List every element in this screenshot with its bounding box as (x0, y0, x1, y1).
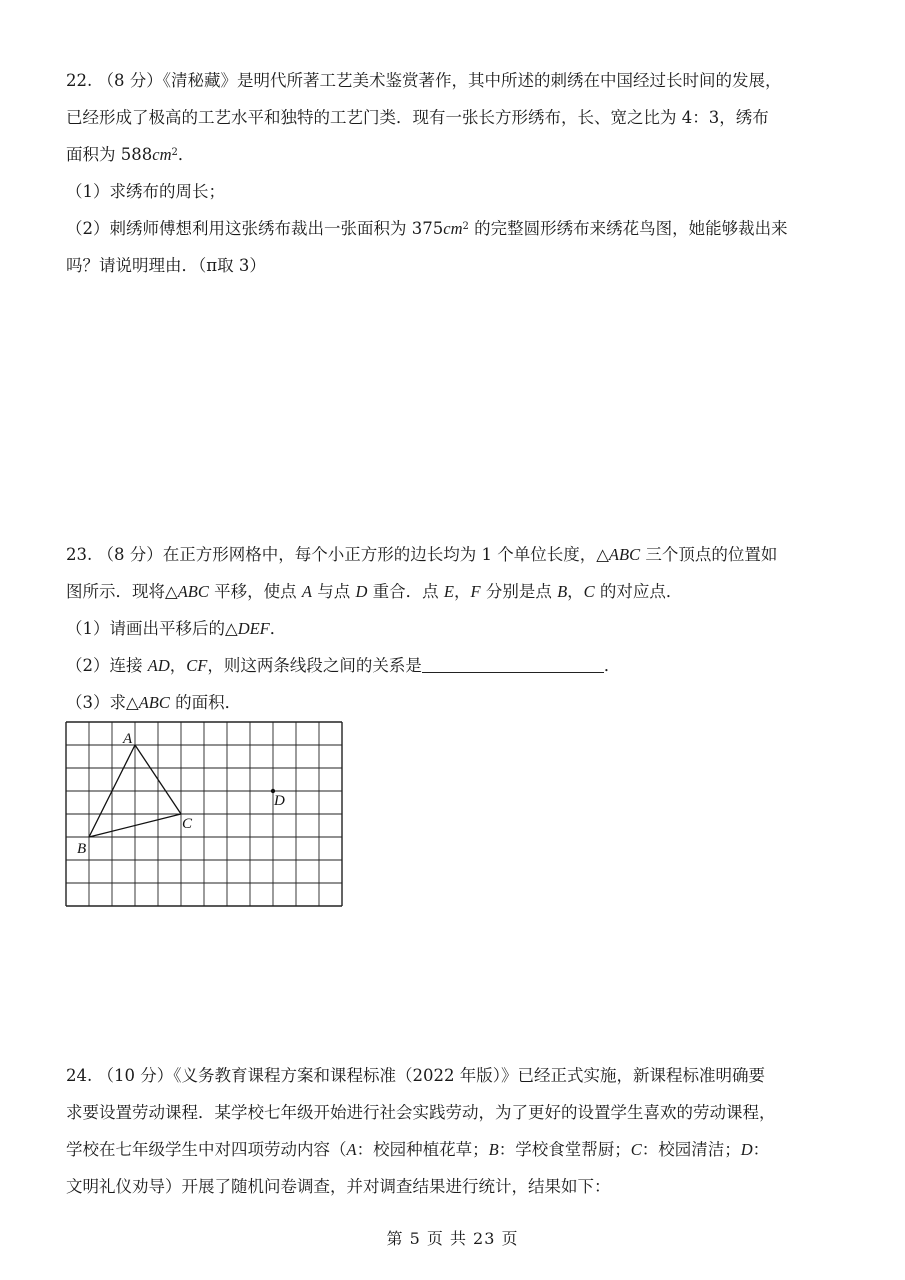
q24-line-1: 24. （10 分）《义务教育课程方案和课程标准（2022 年版）》已经正式实施，新课程标准明确要 (66, 1066, 765, 1085)
q23-part-2: （2）连接 AD，CF，则这两条线段之间的关系是 ． (66, 656, 621, 675)
point-label-B: B (77, 841, 87, 857)
q22-part-2: （2）刺绣师傅想利用这张绣布裁出一张面积为 $375cm^2$ 的完整圆形绣布来绣花鸟图，她能够裁出来 (66, 219, 788, 238)
q22-line-1: 22. （8 分）《清秘藏》是明代所著工艺美术鉴赏著作，其中所述的刺绣在中国经过长时间的发展， (66, 71, 782, 90)
answer-blank[interactable] (422, 656, 604, 673)
page-footer: 第 5 页 共 23 页 (386, 1229, 519, 1248)
q23-part-3: （3）求△ABC 的面积． (66, 693, 242, 712)
q23-part-1: （1）请画出平移后的△DEF． (66, 619, 287, 638)
q24-line-3: 学校在七年级学生中对四项劳动内容（A：校园种植花草；B：学校食堂帮厨；C：校园清洁；D： (66, 1140, 770, 1159)
point-label-C: C (182, 816, 193, 832)
q22-line-3: 面积为 $588cm^2$． (66, 145, 195, 164)
point-label-D: D (274, 793, 285, 809)
q24-line-2: 求要设置劳动课程．某学校七年级开始进行社会实践劳动，为了更好的设置学生喜欢的劳动课程， (66, 1103, 776, 1122)
q22-part-1: （1）求绣布的周长； (66, 182, 225, 201)
q23-line-2: 图所示．现将△ABC 平移，使点 A 与点 D 重合．点 E，F 分别是点 B，C 的对应点． (66, 582, 683, 601)
q24-line-4: 文明礼仪劝导）开展了随机问卷调查，并对调查结果进行统计，结果如下： (66, 1177, 611, 1196)
q22-line-2: 已经形成了极高的工艺水平和独特的工艺门类．现有一张长方形绣布，长、宽之比为 4：3，绣布 (66, 108, 769, 127)
q23-line-1: 23. （8 分）在正方形网格中，每个小正方形的边长均为 1 个单位长度，△ABC 三个顶点的位置如 (66, 545, 778, 564)
q22-part-2-cont: 吗？请说明理由．（π取 3） (66, 256, 266, 275)
point-label-A: A (123, 731, 133, 747)
grid-figure (64, 720, 344, 910)
